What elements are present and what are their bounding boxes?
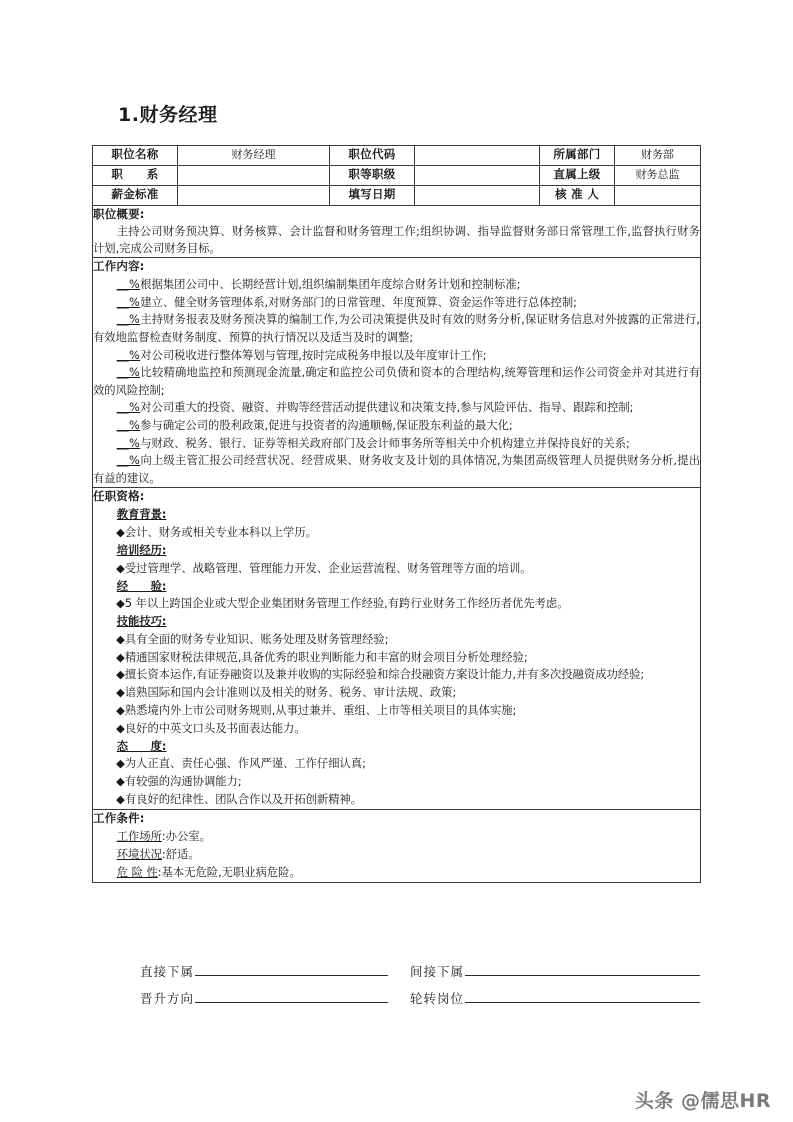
diamond-bullet-icon: ◆: [116, 668, 125, 682]
table-row: [93, 146, 701, 166]
table-body: [93, 146, 701, 883]
qualification-item: [93, 560, 700, 578]
qualification-group-heading: [93, 542, 700, 560]
diamond-bullet-icon: ◆: [116, 561, 125, 575]
watermark-logo: 头条 @儒思HR: [634, 1090, 771, 1112]
duty-weight-blank[interactable]: __%: [116, 454, 141, 468]
qualification-item: [93, 702, 700, 720]
duty-weight-blank[interactable]: __%: [116, 278, 141, 292]
qualification-item-text: 精通国家财税法律规范,具备优秀的职业判断能力和丰富的财会项目分析处理经验;: [124, 650, 528, 664]
section-row-qualifications: [93, 488, 701, 810]
label-position-code: 职位代码: [330, 146, 415, 166]
label-department: 所属部门: [540, 146, 615, 166]
qualification-item-text: 良好的中英文口头及书面表达能力。: [124, 721, 306, 735]
label-job-family: 职 系: [93, 166, 178, 186]
duty-item-text: 对公司税收进行整体筹划与管理,按时完成税务申报以及年度审计工作;: [140, 348, 487, 362]
duty-item: [93, 294, 700, 312]
label-direct-reports: 直接下属: [140, 964, 195, 979]
work-condition-value: :办公室。: [161, 829, 211, 843]
diamond-bullet-icon: ◆: [116, 686, 125, 700]
duty-weight-blank[interactable]: __%: [116, 401, 141, 415]
qualification-heading-text: 经 验:: [116, 579, 167, 593]
value-fill-date[interactable]: [415, 186, 540, 206]
value-direct-supervisor[interactable]: 财务总监: [615, 166, 701, 186]
diamond-bullet-icon: ◆: [116, 793, 125, 807]
qualification-item-text: 受过管理学、战略管理、管理能力开发、企业运营流程、财务管理等方面的培训。: [124, 561, 532, 575]
qualification-group-heading: [93, 506, 700, 524]
duty-item: [93, 435, 700, 453]
label-direct-supervisor: 直属上级: [540, 166, 615, 186]
qualification-item-text: 擅长资本运作,有证券融资以及兼并收购的实际经验和综合投融资方案设计能力,并有多次投融资成功经验;: [124, 668, 645, 682]
section-summary: [93, 206, 701, 258]
qualification-item: [93, 631, 700, 649]
duty-weight-blank[interactable]: __%: [116, 348, 141, 362]
qualification-group-heading: [93, 738, 700, 756]
field-promotion-path[interactable]: [92, 989, 388, 1007]
duty-item: [93, 347, 700, 365]
duty-item-text: 比较精确地监控和预测现金流量,确定和监控公司负债和资本的合理结构,统筹管理和运作公司资金并对其进行有效的风险控制;: [93, 366, 700, 397]
duty-item-text: 与财政、税务、银行、证券等相关政府部门及会计师事务所等相关中介机构建立并保持良好的关系;: [140, 436, 630, 450]
duty-weight-blank[interactable]: __%: [116, 436, 141, 450]
duty-item: [93, 417, 700, 435]
label-approver: 核 准 人: [540, 186, 615, 206]
diamond-bullet-icon: ◆: [116, 526, 125, 540]
qualification-group-heading: [93, 578, 700, 596]
value-job-family[interactable]: [178, 166, 330, 186]
qualification-item: [93, 773, 700, 791]
duty-item: [93, 276, 700, 294]
qualification-item: [93, 649, 700, 667]
qualifications-title: 任职资格:: [93, 489, 145, 504]
label-fill-date: 填写日期: [330, 186, 415, 206]
section-row-duties: [93, 258, 701, 488]
qualification-item-text: 有良好的纪律性、团队合作以及开拓创新精神。: [124, 793, 363, 807]
duty-item-text: 建立、健全财务管理体系,对财务部门的日常管理、年度预算、资金运作等进行总体控制;: [140, 295, 577, 309]
label-job-grade: 职等职级: [330, 166, 415, 186]
duty-item-text: 向上级主管汇报公司经营状况、经营成果、财务收支及计划的具体情况,为集团高级管理人员提供财务分析,提出有益的建议。: [93, 454, 700, 485]
section-row-work-conditions: [93, 809, 701, 882]
duty-weight-blank[interactable]: __%: [116, 366, 141, 380]
field-rotation-position[interactable]: [388, 989, 700, 1007]
label-rotation-position: 轮转岗位: [410, 991, 465, 1006]
duty-item: [93, 364, 700, 399]
rule-promotion-path[interactable]: [195, 991, 388, 1003]
qualification-heading-text: 培训经历:: [116, 543, 167, 557]
qualification-item: [93, 684, 700, 702]
value-position-code[interactable]: [415, 146, 540, 166]
table-row: [93, 186, 701, 206]
label-position-name: 职位名称: [93, 146, 178, 166]
work-condition-item: [93, 828, 700, 846]
duty-item: [93, 311, 700, 346]
duty-item: [93, 452, 700, 487]
duty-item: [93, 399, 700, 417]
diamond-bullet-icon: ◆: [116, 632, 125, 646]
rule-indirect-reports[interactable]: [465, 964, 700, 976]
work-condition-item: [93, 846, 700, 864]
qualification-item: [93, 720, 700, 738]
field-indirect-reports[interactable]: [388, 962, 700, 980]
work-conditions-title: 工作条件:: [93, 810, 145, 825]
work-condition-label: 工作场所: [116, 829, 162, 843]
section-duties: [93, 258, 701, 488]
qualification-item-text: 熟悉境内外上市公司财务规则,从事过兼并、重组、上市等相关项目的具体实施;: [124, 704, 517, 718]
value-position-name[interactable]: 财务经理: [178, 146, 330, 166]
duty-weight-blank[interactable]: __%: [116, 313, 141, 327]
qualification-item-text: 有较强的沟通协调能力;: [124, 775, 242, 789]
work-conditions-list: [93, 828, 700, 882]
qualification-heading-text: 教育背景:: [116, 508, 167, 522]
duty-item-text: 主持财务报表及财务预决算的编制工作,为公司决策提供及时有效的财务分析,保证财务信息对外披露的正常进行,有效地监督检查财务制度、预算的执行情况以及适当及时的调整;: [93, 313, 700, 344]
qualification-item: [93, 524, 700, 542]
footer-row: [92, 962, 700, 989]
footer-row: [92, 989, 700, 1016]
duties-list: [93, 276, 700, 487]
label-salary-standard: 薪金标准: [93, 186, 178, 206]
table-row: [93, 166, 701, 186]
footer-fields: [92, 962, 700, 1016]
work-condition-item: [93, 864, 700, 882]
duty-item-text: 根据集团公司中、长期经营计划,组织编制集团年度综合财务计划和控制标准;: [140, 278, 521, 292]
diamond-bullet-icon: ◆: [116, 775, 125, 789]
duty-item-text: 参与确定公司的股利政策,促进与投资者的沟通顺畅,保证股东利益的最大化;: [140, 418, 513, 432]
diamond-bullet-icon: ◆: [116, 757, 125, 771]
qualification-item: [93, 666, 700, 684]
qualifications-groups: [93, 506, 700, 809]
job-description-table: [92, 145, 701, 883]
work-condition-label: 危 险 性: [116, 865, 158, 879]
page-title: 1.财务经理: [118, 104, 218, 126]
diamond-bullet-icon: ◆: [116, 597, 125, 611]
summary-title: 职位概要:: [93, 207, 145, 221]
qualification-item: [93, 755, 700, 773]
duty-item-text: 对公司重大的投资、融资、并购等经营活动提供建议和决策支持,参与风险评估、指导、跟踪和控制;: [140, 401, 634, 415]
qualification-heading-text: 态 度:: [116, 739, 167, 753]
value-salary-standard[interactable]: [178, 186, 330, 206]
qualification-item-text: 5 年以上跨国企业或大型企业集团财务管理工作经验,有跨行业财务工作经历者优先考虑。: [124, 597, 569, 611]
qualification-item-text: 为人正直、责任心强、作风严谨、工作仔细认真;: [124, 757, 366, 771]
rule-direct-reports[interactable]: [195, 964, 388, 976]
qualification-item: [93, 595, 700, 613]
value-approver[interactable]: [615, 186, 701, 206]
section-work-conditions: [93, 809, 701, 882]
summary-text: 主持公司财务预决算、财务核算、会计监督和财务管理工作;组织协调、指导监督财务部日常管理工作,监督执行财务计划,完成公司财务目标。: [93, 225, 700, 255]
duty-weight-blank[interactable]: __%: [116, 418, 141, 432]
qualification-item-text: 会计、财务或相关专业本科以上学历。: [124, 526, 317, 540]
qualification-item-text: 具有全面的财务专业知识、账务处理及财务管理经验;: [124, 632, 389, 646]
work-condition-value: :基本无危险,无职业病危险。: [157, 865, 301, 879]
diamond-bullet-icon: ◆: [116, 650, 125, 664]
value-job-grade[interactable]: [415, 166, 540, 186]
qualification-heading-text: 技能技巧:: [116, 615, 167, 629]
diamond-bullet-icon: ◆: [116, 704, 125, 718]
rule-rotation-position[interactable]: [465, 991, 700, 1003]
work-condition-value: :舒适。: [161, 847, 200, 861]
diamond-bullet-icon: ◆: [116, 721, 125, 735]
value-department[interactable]: 财务部: [615, 146, 701, 166]
duty-weight-blank[interactable]: __%: [116, 295, 141, 309]
label-promotion-path: 晋升方向: [140, 991, 195, 1006]
section-row-summary: [93, 206, 701, 258]
label-indirect-reports: 间接下属: [410, 964, 465, 979]
duties-title: 工作内容:: [93, 259, 145, 274]
qualification-group-heading: [93, 613, 700, 631]
qualification-item: [93, 791, 700, 809]
work-condition-label: 环境状况: [116, 847, 162, 861]
section-qualifications: [93, 488, 701, 810]
field-direct-reports[interactable]: [92, 962, 388, 980]
qualification-item-text: 谙熟国际和国内会计准则以及相关的财务、税务、审计法规、政策;: [124, 686, 457, 700]
